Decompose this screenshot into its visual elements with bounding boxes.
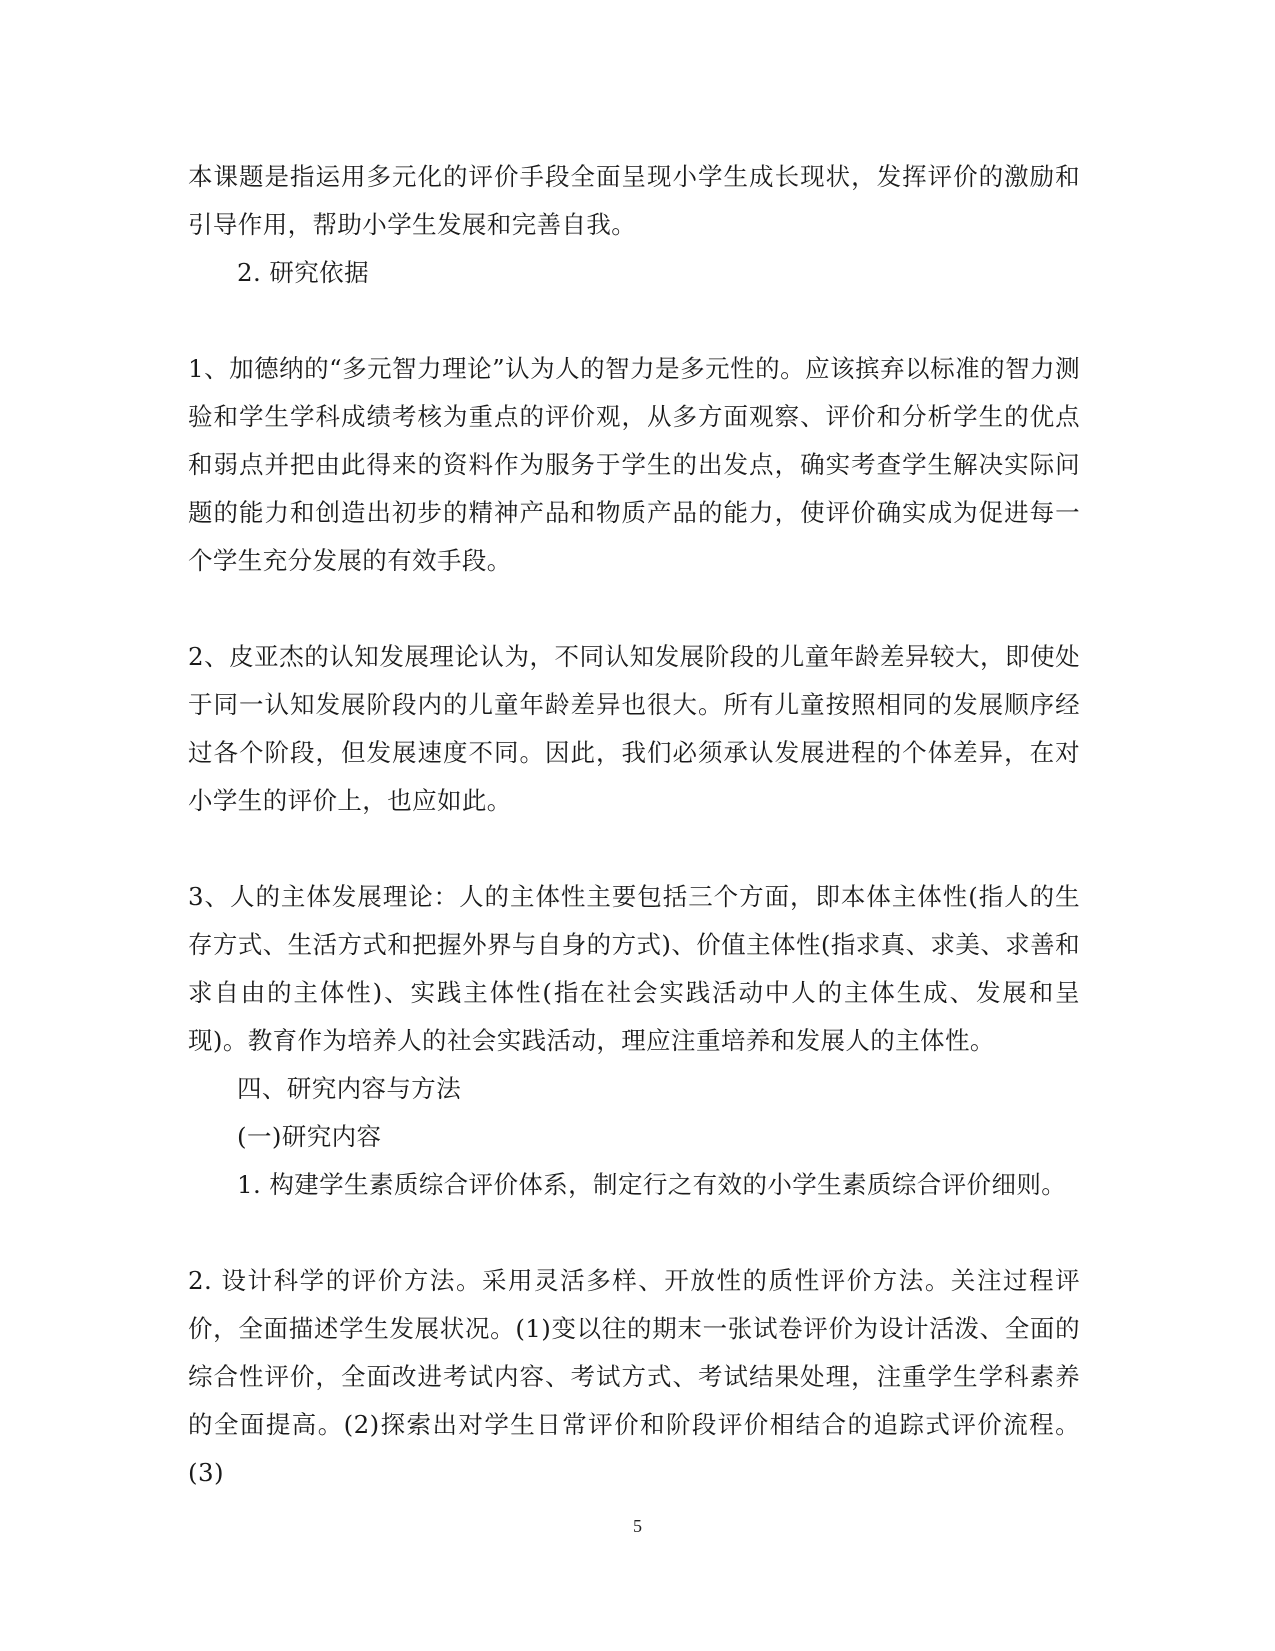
page-number: 5 [633,1516,642,1536]
item-evaluation-system: 1. 构建学生素质综合评价体系，制定行之有效的小学生素质综合评价细则。 [237,1170,1067,1199]
paragraph-piaget-theory: 2、皮亚杰的认知发展理论认为，不同认知发展阶段的儿童年龄差异较大，即使处于同一认知发展阶段内的儿童年龄差异也很大。所有儿童按照相同的发展顺序经过各个阶段，但发展速度不同。因此，我们必须承认发展进程的个体差异，在对小学生的评价上，也应如此。 [188,642,1080,815]
paragraph-definition: 本课题是指运用多元化的评价手段全面呈现小学生成长现状，发挥评价的激励和引导作用，帮助小学生发展和完善自我。 [188,162,1080,239]
heading-research-content: (一)研究内容 [237,1122,382,1151]
document-body [188,153,1080,1497]
heading-research-basis: 2. 研究依据 [237,258,369,287]
heading-research-content-method: 四、研究内容与方法 [237,1074,462,1103]
paragraph-gardner-theory: 1、加德纳的“多元智力理论”认为人的智力是多元性的。应该摈弃以标准的智力测验和学生学科成绩考核为重点的评价观，从多方面观察、评价和分析学生的优点和弱点并把由此得来的资料作为服务于学生的出发点，确实考查学生解决实际问题的能力和创造出初步的精神产品和物质产品的能力，使评价确实成为促进每一个学生充分发展的有效手段。 [188,354,1080,575]
item-evaluation-method: 2. 设计科学的评价方法。采用灵活多样、开放性的质性评价方法。关注过程评价，全面描述学生发展状况。(1)变以往的期末一张试卷评价为设计活泼、全面的综合性评价，全面改进考试内容、考试方式、考试结果处理，注重学生学科素养的全面提高。(2)探索出对学生日常评价和阶段评价相结合的追踪式评价流程。(3) [188,1266,1080,1487]
paragraph-subject-development-theory: 3、人的主体发展理论：人的主体性主要包括三个方面，即本体主体性(指人的生存方式、生活方式和把握外界与自身的方式)、价值主体性(指求真、求美、求善和求自由的主体性)、实践主体性(指在社会实践活动中人的主体生成、发展和呈现)。教育作为培养人的社会实践活动，理应注重培养和发展人的主体性。 [188,882,1080,1055]
